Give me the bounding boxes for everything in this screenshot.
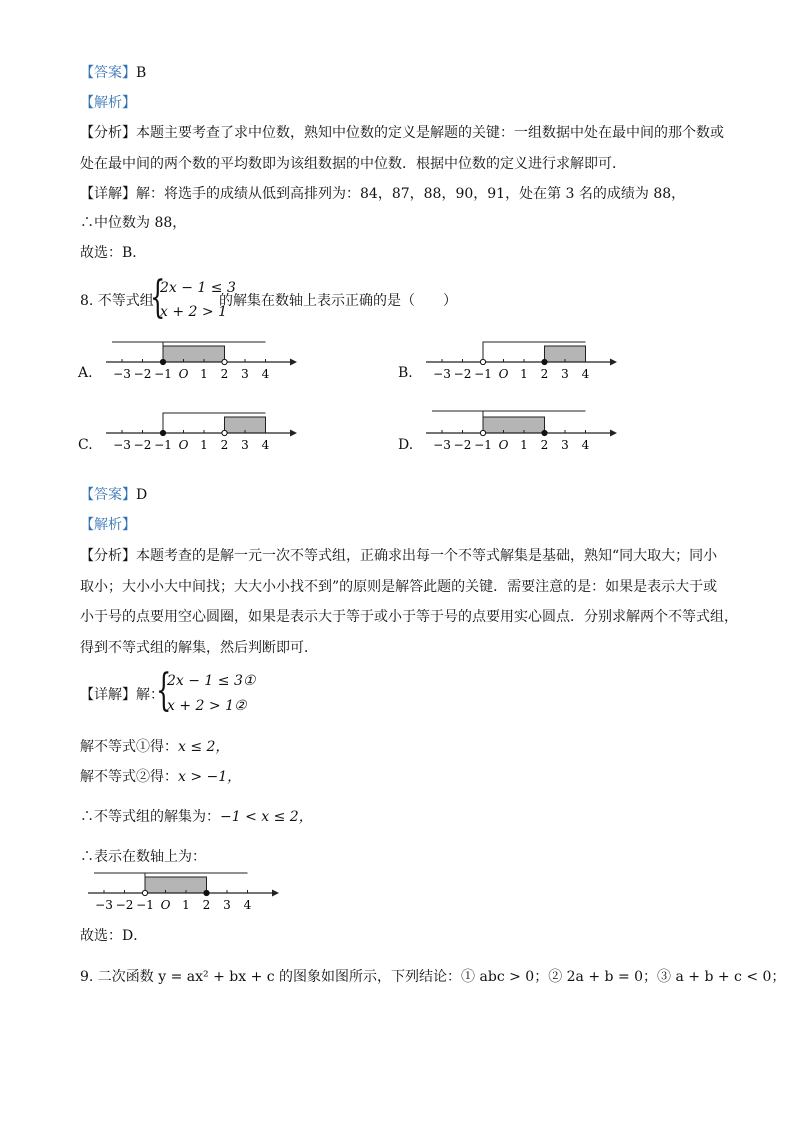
tick-label: 3 — [561, 367, 569, 381]
number-line-option-d — [420, 406, 620, 454]
analysis-tag: 【解析】 — [80, 95, 136, 111]
hollow-dot — [222, 359, 227, 364]
sol1-pre: 解不等式①得： — [80, 739, 178, 755]
q8-ineq-1: 2x − 1 ≤ 3 — [160, 280, 236, 296]
hollow-dot — [222, 430, 227, 435]
q8-fenxi-line-4: 得到不等式组的解集，然后判断即可． — [80, 640, 318, 656]
tick-label: −3 — [113, 438, 131, 452]
hollow-dot — [480, 359, 485, 364]
tick-label: 1 — [520, 438, 528, 452]
q8-fenxi-line-2: 取小；大小小大中间找；大大小小找不到”的原则是解答此题的关键．需要注意的是：如果是表示大于或 — [80, 579, 718, 595]
number-line-solution — [82, 866, 282, 914]
q8-answer-line — [80, 485, 147, 505]
xiangjie-tag: 【详解】 — [80, 186, 136, 202]
option-a-label[interactable]: A. — [78, 365, 93, 381]
q8-xiangjie-tag: 【详解】 — [80, 687, 136, 703]
q8-choose-line: 故选：D． — [80, 928, 148, 944]
sol2-line — [80, 767, 241, 787]
solution-set: −1 < x ≤ 2， — [220, 809, 313, 825]
hollow-dot — [480, 430, 485, 435]
solid-dot — [160, 359, 165, 364]
sol1-line — [80, 737, 229, 757]
sol2-pre: 解不等式②得： — [80, 769, 178, 785]
q9-stem: 9. 二次函数 y = ax² + bx + c 的图象如图所示，下列结论：① abc > 0；② 2a + b = 0；③ a + b + c < 0； — [80, 969, 786, 985]
tick-label: −3 — [433, 438, 451, 452]
show-line: ∴表示在数轴上为： — [80, 849, 206, 865]
set-line — [80, 807, 313, 827]
answer-line — [80, 63, 146, 83]
q8-sys-1: 2x − 1 ≤ 3① — [167, 673, 256, 689]
solid-dot — [542, 430, 547, 435]
brace-icon: { — [150, 272, 166, 323]
q8-stem-post: 的解集在数轴上表示正确的是（ ） — [219, 293, 457, 309]
tick-label: 2 — [220, 367, 229, 381]
tick-label: 4 — [581, 438, 590, 452]
tick-label: 2 — [540, 367, 549, 381]
q8-analysis-tag: 【解析】 — [80, 517, 136, 533]
q8-fenxi-line-1 — [80, 546, 717, 566]
hollow-dot — [142, 890, 147, 895]
tick-label: 3 — [241, 438, 249, 452]
xiangjie-text: 解：将选手的成绩从低到高排列为：84，87，88，90，91，处在第 3 名的成绩为 88， — [136, 186, 686, 202]
tick-label: O — [178, 367, 189, 381]
solid-dot — [204, 890, 209, 895]
q8-fenxi-tag: 【分析】 — [80, 548, 136, 564]
tick-label: −1 — [154, 438, 172, 452]
fenxi-line-2: 处在最中间的两个数的平均数即为该组数据的中位数．根据中位数的定义进行求解即可． — [80, 156, 626, 172]
tick-label: −3 — [113, 367, 131, 381]
number-line-option-a — [100, 335, 300, 383]
q8-stem-pre: 8. 不等式组 — [80, 293, 154, 309]
fenxi-text: 本题主要考查了求中位数，熟知中位数的定义是解题的关键：一组数据中处在最中间的那个数或 — [136, 125, 724, 141]
option-d-label[interactable]: D. — [398, 437, 414, 453]
solid-dot — [542, 359, 547, 364]
shaded-region — [163, 346, 225, 362]
tick-label: −1 — [474, 367, 492, 381]
option-c-label[interactable]: C. — [78, 437, 93, 453]
tick-label: −1 — [474, 438, 492, 452]
tick-label: −2 — [133, 438, 152, 452]
q8-xiangjie-pre: 解： — [136, 687, 164, 703]
tick-label: −2 — [453, 367, 472, 381]
fenxi-tag: 【分析】 — [80, 125, 136, 141]
tick-label: 1 — [200, 367, 208, 381]
tick-label: −2 — [133, 367, 152, 381]
tick-label: O — [498, 367, 509, 381]
tick-label: 3 — [223, 898, 231, 912]
shaded-region — [145, 877, 207, 893]
tick-label: 2 — [540, 438, 549, 452]
choose-line: 故选：B． — [80, 245, 147, 261]
q8-fenxi-line-3: 小于号的点要用空心圆圈，如果是表示大于等于或小于等于号的点要用实心圆点．分别求解两个不等式组， — [80, 609, 738, 625]
therefore-line: ∴中位数为 88， — [80, 215, 187, 231]
shaded-region — [483, 417, 545, 433]
tick-label: 4 — [261, 367, 270, 381]
tick-label: −3 — [95, 898, 113, 912]
tick-label: 1 — [182, 898, 190, 912]
tick-label: O — [178, 438, 189, 452]
tick-label: −2 — [453, 438, 472, 452]
tick-label: 2 — [220, 438, 229, 452]
answer-value: B — [136, 65, 147, 81]
option-b-label[interactable]: B. — [398, 365, 413, 381]
answer-tag: 【答案】 — [80, 65, 136, 81]
xiangjie-line — [80, 184, 685, 204]
tick-label: −1 — [136, 898, 154, 912]
solid-dot — [160, 430, 165, 435]
q8-answer-value: D — [136, 487, 148, 503]
q8-sys-2: x + 2 > 1② — [167, 698, 247, 714]
tick-label: 3 — [561, 438, 569, 452]
tick-label: 4 — [243, 898, 252, 912]
tick-label: O — [160, 898, 171, 912]
q8-fenxi-text-1: 本题考查的是解一元一次不等式组，正确求出每一个不等式解集是基础，熟知“同大取大；同小 — [136, 548, 718, 564]
tick-label: 1 — [520, 367, 528, 381]
q8-answer-tag: 【答案】 — [80, 487, 136, 503]
number-line-option-b — [420, 335, 620, 383]
brace-icon: { — [156, 665, 172, 716]
tick-label: 4 — [261, 438, 270, 452]
tick-label: 1 — [200, 438, 208, 452]
tick-label: 4 — [581, 367, 590, 381]
tick-label: −2 — [115, 898, 134, 912]
q8-xiangjie-line — [80, 685, 164, 705]
number-line-option-c — [100, 406, 300, 454]
tick-label: 2 — [202, 898, 211, 912]
fenxi-line-1 — [80, 123, 724, 143]
tick-label: −3 — [433, 367, 451, 381]
sol1: x ≤ 2， — [178, 739, 230, 755]
q8-ineq-2: x + 2 > 1 — [160, 304, 227, 320]
tick-label: O — [498, 438, 509, 452]
tick-label: 3 — [241, 367, 249, 381]
sol2: x > −1， — [178, 769, 242, 785]
tick-label: −1 — [154, 367, 172, 381]
set-pre: ∴不等式组的解集为： — [80, 809, 220, 825]
